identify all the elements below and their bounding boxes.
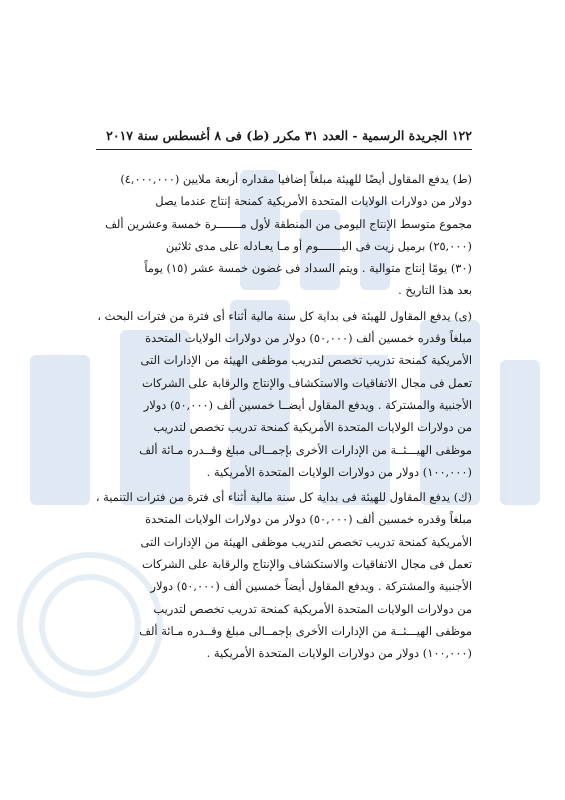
text-line: تعمل فى مجال الاتفاقيات والاستكشاف والإنتاج والرقابة على الشركات: [142, 557, 472, 572]
text-line: الأمريكية كمنحة تدريب تخصص لتدريب موظفى الهيئة من الإدارات التى: [140, 353, 472, 368]
text-line: من دولارات الولايات المتحدة الأمريكية كمنحة تدريب تخصص لتدريب: [153, 420, 472, 435]
text-line: الأجنبية والمشتركة . ويدفع المقاول أيضاً خمسين ألف (٥٠,٠٠٠) دولار: [150, 579, 472, 594]
page-header: ١٢٢ الجريدة الرسمية - العدد ٣١ مكرر (ط) فى ٨ أغسطس سنة ٢٠١٧: [96, 128, 472, 150]
text-line: من دولارات الولايات المتحدة الأمريكية كمنحة تدريب تخصص لتدريب: [153, 601, 472, 616]
text-line: الأمريكية كمنحة تدريب تخصص لتدريب موظفى الهيئة من الإدارات التى: [140, 534, 472, 549]
text-line: (٢٥,٠٠٠) برميل زيت فى اليـــــــوم أو مـا يعـادله على مدى ثلاثين: [165, 238, 472, 253]
text-line: مبلغاً وقدره خمسين ألف (٥٠,٠٠٠) دولار من دولارات الولايات المتحدة: [145, 331, 472, 346]
text-line: مجموع متوسط الإنتاج اليومى من المنطقة لأول مـــــــرة خمسة وعشرين ألف: [105, 216, 472, 231]
clause-k: [96, 486, 472, 664]
document-body: [96, 168, 472, 668]
text-line: (ى) يدفع المقاول للهيئة فى بداية كل سنة مالية أثناء أى فترة من فترات البحث ،: [97, 308, 472, 323]
text-line: (١٠٠,٠٠٠) دولار من دولارات الولايات المتحدة الأمريكية .: [206, 646, 472, 661]
text-line: (٣٠) يومًا إنتاج متوالية . ويتم السداد فى غضون خمسة عشر (١٥) يوماً: [144, 261, 472, 276]
text-line: (ط) يدفع المقاول أيضًا للهيئة مبلغاً إضافيا مقداره أربعة ملايين (٤,٠٠٠,٠٠٠): [120, 172, 472, 186]
clause-y: [96, 305, 472, 483]
text-line: موظفى الهيـــئــة من الإدارات الأخرى بإجمــالى مبلغ وقــدره مـائة ألف: [139, 623, 472, 638]
text-line: موظفى الهيـــئــة من الإدارات الأخرى بإجمــالى مبلغ وقــدره مـائة ألف: [139, 442, 472, 457]
text-line: دولار من دولارات الولايات المتحدة الأمريكية كمنحة إنتاج عندما يصل: [155, 194, 472, 209]
clause-t: [96, 168, 472, 302]
text-line: الأجنبية والمشتركة . ويدفع المقاول أيضــا خمسين ألف (٥٠,٠٠٠) دولار: [143, 397, 472, 412]
text-line: (١٠٠,٠٠٠) دولار من دولارات الولايات المتحدة الأمريكية .: [206, 464, 472, 479]
text-line: (ك) يدفع المقاول للهيئة فى بداية كل سنة مالية أثناء أى فترة من فترات التنمية ،: [96, 490, 472, 505]
text-line: تعمل فى مجال الاتفاقيات والاستكشاف والإنتاج والرقابة على الشركات: [142, 375, 472, 390]
text-line: بعد هذا التاريخ .: [398, 283, 472, 298]
text-line: مبلغاً وقدره خمسين ألف (٥٠,٠٠٠) دولار من دولارات الولايات المتحدة: [145, 512, 472, 527]
